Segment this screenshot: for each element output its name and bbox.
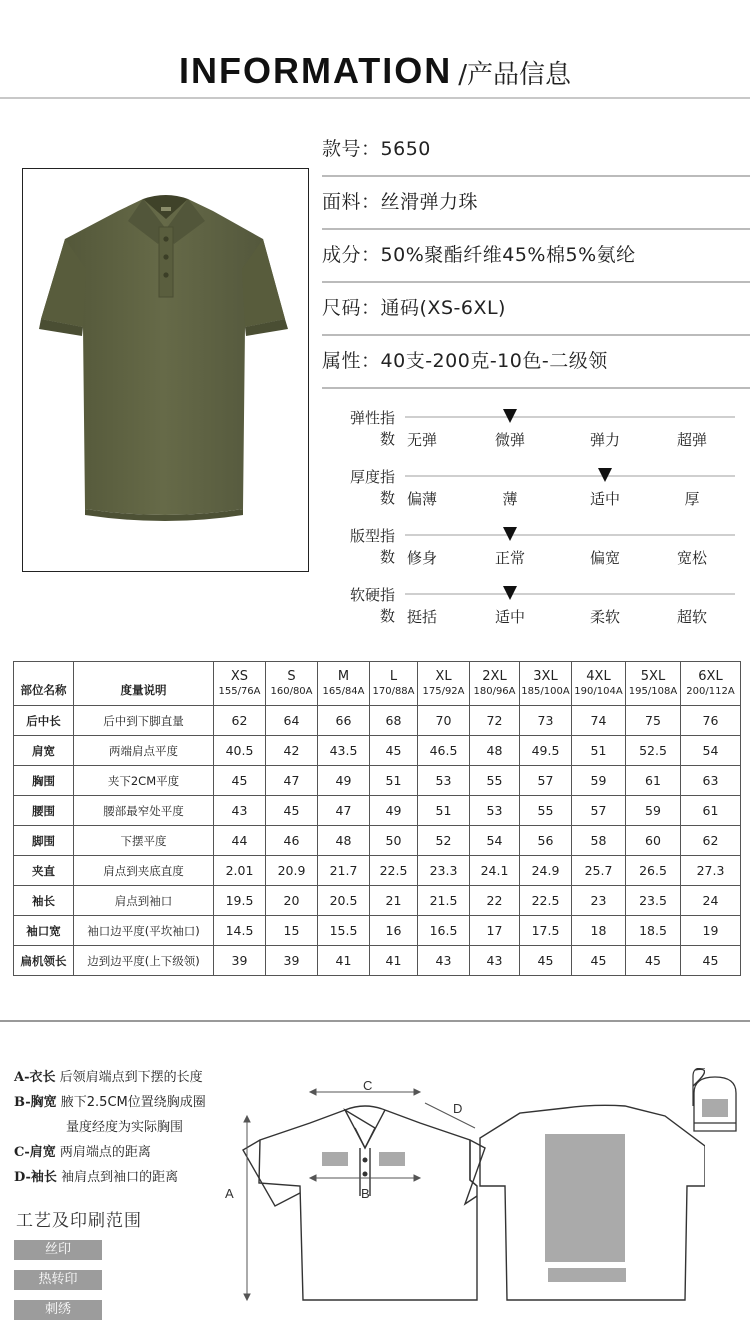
dim-label-c: C	[363, 1078, 373, 1093]
row-part: 袖口宽	[14, 916, 74, 946]
row-value: 68	[370, 706, 418, 736]
product-photo	[22, 168, 309, 572]
size-table-header	[14, 662, 741, 706]
table-row	[14, 706, 741, 736]
table-row	[14, 886, 741, 916]
row-method: 夹下2CM平度	[74, 766, 214, 796]
row-value: 48	[470, 736, 520, 766]
row-value: 70	[418, 706, 470, 736]
row-value: 51	[572, 736, 626, 766]
row-value: 26.5	[626, 856, 681, 886]
header-size-6xl	[681, 662, 741, 706]
row-value: 44	[214, 826, 266, 856]
row-value: 24	[681, 886, 741, 916]
size-name: S	[287, 668, 296, 684]
spec-value: 丝滑弹力珠	[380, 191, 479, 213]
header-size-m	[318, 662, 370, 706]
index-track	[405, 593, 735, 595]
row-part: 肩宽	[14, 736, 74, 766]
index-selected-marker	[503, 527, 517, 541]
craft-screen-print: 丝印	[14, 1240, 102, 1260]
size-name: 3XL	[533, 668, 558, 684]
row-value: 74	[572, 706, 626, 736]
row-part: 脚围	[14, 826, 74, 856]
size-spec: 160/80A	[270, 685, 313, 697]
row-value: 21.5	[418, 886, 470, 916]
row-value: 47	[266, 766, 318, 796]
table-row	[14, 856, 741, 886]
title-english: INFORMATION	[178, 50, 453, 91]
index-label: 软硬指数	[349, 586, 395, 625]
row-value: 53	[418, 766, 470, 796]
measure-desc: 腋下2.5CM位置绕胸成圈	[60, 1095, 206, 1110]
index-option: 正常	[494, 549, 525, 567]
row-value: 25.7	[572, 856, 626, 886]
row-value: 60	[626, 826, 681, 856]
hat-diagram	[690, 1075, 740, 1135]
row-value: 18.5	[626, 916, 681, 946]
row-value: 18	[572, 916, 626, 946]
row-method: 边到边平度(上下级领)	[74, 946, 214, 976]
row-value: 45	[520, 946, 572, 976]
print-area-back	[545, 1134, 625, 1262]
row-value: 55	[520, 796, 572, 826]
size-name: 6XL	[698, 668, 723, 684]
row-value: 22.5	[370, 856, 418, 886]
row-value: 41	[318, 946, 370, 976]
row-value: 20.5	[318, 886, 370, 916]
header-size-s	[266, 662, 318, 706]
row-value: 45	[370, 736, 418, 766]
row-value: 51	[370, 766, 418, 796]
size-name: 2XL	[482, 668, 507, 684]
row-value: 41	[370, 946, 418, 976]
row-value: 45	[626, 946, 681, 976]
row-value: 43	[418, 946, 470, 976]
row-value: 19.5	[214, 886, 266, 916]
row-value: 40.5	[214, 736, 266, 766]
index-option: 偏薄	[406, 490, 437, 508]
row-value: 52.5	[626, 736, 681, 766]
row-method: 腰部最窄处平度	[74, 796, 214, 826]
row-method: 肩点到夹底直度	[74, 856, 214, 886]
row-value: 73	[520, 706, 572, 736]
measure-key: C-肩宽	[14, 1145, 56, 1160]
garment-diagram	[215, 1068, 705, 1338]
spec-attribute	[322, 337, 750, 389]
index-option: 挺括	[406, 608, 437, 626]
spec-value: 50%聚酯纤维45%棉5%氨纶	[380, 244, 636, 266]
index-option: 适中	[494, 608, 525, 626]
index-selected-marker	[503, 409, 517, 423]
measure-desc: 两肩端点的距离	[59, 1145, 151, 1160]
size-table	[13, 661, 741, 976]
row-value: 63	[681, 766, 741, 796]
row-value: 21	[370, 886, 418, 916]
header-size-2xl	[470, 662, 520, 706]
table-row	[14, 766, 741, 796]
index-selected-marker	[598, 468, 612, 482]
craft-heat-transfer: 热转印	[14, 1270, 102, 1290]
index-label: 版型指数	[349, 527, 395, 566]
print-area-right-chest	[379, 1152, 405, 1166]
index-option: 柔软	[589, 608, 620, 626]
header-method: 度量说明	[74, 662, 214, 706]
row-value: 45	[266, 796, 318, 826]
row-method: 肩点到袖口	[74, 886, 214, 916]
row-value: 72	[470, 706, 520, 736]
spec-label: 成分：	[322, 244, 381, 266]
title-chinese: /产品信息	[458, 60, 572, 90]
row-method: 下摆平度	[74, 826, 214, 856]
table-row	[14, 916, 741, 946]
row-value: 46	[266, 826, 318, 856]
measure-chest	[14, 1091, 206, 1110]
row-part: 扁机领长	[14, 946, 74, 976]
dim-label-d: D	[453, 1101, 463, 1116]
dim-label-a: A	[225, 1186, 234, 1201]
header-size-3xl	[520, 662, 572, 706]
row-value: 23.3	[418, 856, 470, 886]
row-value: 57	[520, 766, 572, 796]
section-divider	[0, 1020, 750, 1022]
size-name: XL	[435, 668, 452, 684]
front-shirt-outline	[259, 1110, 477, 1300]
row-value: 20.9	[266, 856, 318, 886]
header-size-xs	[214, 662, 266, 706]
size-spec: 165/84A	[322, 685, 365, 697]
row-value: 22	[470, 886, 520, 916]
print-area-back-hem	[548, 1268, 626, 1282]
row-value: 42	[266, 736, 318, 766]
index-option: 超弹	[676, 431, 707, 449]
header-size-4xl	[572, 662, 626, 706]
row-value: 19	[681, 916, 741, 946]
spec-value: 40支-200克-10色-二级领	[380, 350, 608, 372]
spec-size	[322, 284, 750, 336]
row-value: 49	[370, 796, 418, 826]
header-size-5xl	[626, 662, 681, 706]
row-part: 夹直	[14, 856, 74, 886]
row-value: 52	[418, 826, 470, 856]
page-title	[0, 50, 750, 92]
row-value: 16	[370, 916, 418, 946]
row-value: 15	[266, 916, 318, 946]
row-value: 54	[470, 826, 520, 856]
size-spec: 195/108A	[628, 685, 678, 697]
row-value: 14.5	[214, 916, 266, 946]
row-value: 39	[214, 946, 266, 976]
size-spec: 190/104A	[574, 685, 623, 697]
index-selected-marker	[503, 586, 517, 600]
row-value: 45	[681, 946, 741, 976]
row-method: 后中到下脚直量	[74, 706, 214, 736]
measure-chest-note	[66, 1116, 183, 1135]
row-value: 61	[626, 766, 681, 796]
size-spec: 175/92A	[422, 685, 465, 697]
row-part: 腰围	[14, 796, 74, 826]
row-value: 21.7	[318, 856, 370, 886]
table-row	[14, 736, 741, 766]
measure-length	[14, 1066, 203, 1085]
row-value: 43	[214, 796, 266, 826]
row-method: 袖口边平度(平坎袖口)	[74, 916, 214, 946]
header-part: 部位名称	[14, 662, 74, 706]
index-track	[405, 416, 735, 418]
spec-value: 5650	[380, 138, 431, 160]
index-option: 微弹	[494, 431, 525, 449]
index-option: 弹力	[589, 431, 620, 449]
row-value: 45	[214, 766, 266, 796]
row-value: 45	[572, 946, 626, 976]
spec-style-number	[322, 125, 750, 177]
size-name: M	[337, 668, 350, 684]
spec-label: 尺码：	[322, 297, 381, 319]
index-option: 适中	[589, 490, 620, 508]
craft-embroidery: 刺绣	[14, 1300, 102, 1320]
row-value: 23	[572, 886, 626, 916]
measure-sleeve	[14, 1166, 178, 1185]
size-spec: 155/76A	[218, 685, 261, 697]
row-value: 22.5	[520, 886, 572, 916]
index-label: 厚度指数	[349, 468, 395, 507]
index-option: 厚	[684, 490, 700, 508]
row-value: 20	[266, 886, 318, 916]
row-value: 51	[418, 796, 470, 826]
row-value: 64	[266, 706, 318, 736]
index-track	[405, 534, 735, 536]
row-value: 16.5	[418, 916, 470, 946]
size-spec: 170/88A	[372, 685, 415, 697]
row-value: 15.5	[318, 916, 370, 946]
row-value: 61	[681, 796, 741, 826]
measure-shoulder	[14, 1141, 151, 1160]
index-track	[405, 475, 735, 477]
measure-desc: 袖肩点到袖口的距离	[61, 1170, 179, 1185]
measure-key: B-胸宽	[14, 1095, 57, 1110]
row-value: 66	[318, 706, 370, 736]
row-method: 两端肩点平度	[74, 736, 214, 766]
size-spec: 185/100A	[521, 685, 570, 697]
row-value: 62	[214, 706, 266, 736]
row-value: 54	[681, 736, 741, 766]
table-row	[14, 946, 741, 976]
size-name: XS	[230, 668, 249, 684]
row-value: 2.01	[214, 856, 266, 886]
row-value: 49	[318, 766, 370, 796]
index-option: 无弹	[406, 431, 437, 449]
row-value: 24.1	[470, 856, 520, 886]
index-label: 弹性指数	[349, 409, 395, 448]
row-value: 43.5	[318, 736, 370, 766]
row-value: 58	[572, 826, 626, 856]
measure-key: D-袖长	[14, 1170, 57, 1185]
spec-composition	[322, 231, 750, 283]
row-value: 27.3	[681, 856, 741, 886]
measure-desc: 后领肩端点到下摆的长度	[59, 1070, 203, 1085]
row-value: 23.5	[626, 886, 681, 916]
row-part: 袖长	[14, 886, 74, 916]
row-value: 53	[470, 796, 520, 826]
header-size-l	[370, 662, 418, 706]
row-value: 62	[681, 826, 741, 856]
spec-label: 款号：	[322, 138, 381, 160]
print-area-hat	[702, 1099, 728, 1117]
row-value: 17	[470, 916, 520, 946]
measure-key: A-衣长	[14, 1070, 56, 1085]
row-part: 后中长	[14, 706, 74, 736]
size-name: 5XL	[640, 668, 666, 684]
spec-label: 面料：	[322, 191, 381, 213]
table-row	[14, 826, 741, 856]
row-value: 55	[470, 766, 520, 796]
row-part: 胸围	[14, 766, 74, 796]
polo-shirt-image	[23, 169, 307, 570]
index-option: 超软	[676, 608, 707, 626]
row-value: 24.9	[520, 856, 572, 886]
table-row	[14, 796, 741, 826]
row-value: 43	[470, 946, 520, 976]
row-value: 76	[681, 706, 741, 736]
header-divider	[0, 97, 750, 99]
row-value: 17.5	[520, 916, 572, 946]
size-name: 4XL	[586, 668, 611, 684]
size-name: L	[389, 668, 398, 684]
row-value: 46.5	[418, 736, 470, 766]
size-spec: 200/112A	[686, 685, 735, 697]
row-value: 57	[572, 796, 626, 826]
row-value: 56	[520, 826, 572, 856]
row-value: 75	[626, 706, 681, 736]
row-value: 47	[318, 796, 370, 826]
row-value: 49.5	[520, 736, 572, 766]
index-option: 修身	[406, 549, 437, 567]
row-value: 59	[626, 796, 681, 826]
spec-label: 属性：	[322, 350, 381, 372]
measure-desc: 量度经度为实际胸围	[66, 1120, 184, 1135]
index-option: 薄	[502, 490, 518, 508]
size-spec: 180/96A	[473, 685, 516, 697]
craft-title: 工艺及印刷范围	[16, 1211, 142, 1231]
print-area-left-chest	[322, 1152, 348, 1166]
row-value: 48	[318, 826, 370, 856]
row-value: 59	[572, 766, 626, 796]
row-value: 39	[266, 946, 318, 976]
header-size-xl	[418, 662, 470, 706]
spec-fabric	[322, 178, 750, 230]
spec-value: 通码(XS-6XL)	[380, 297, 506, 319]
dim-label-b: B	[361, 1186, 370, 1201]
index-option: 偏宽	[589, 549, 620, 567]
index-option: 宽松	[676, 549, 707, 567]
row-value: 50	[370, 826, 418, 856]
